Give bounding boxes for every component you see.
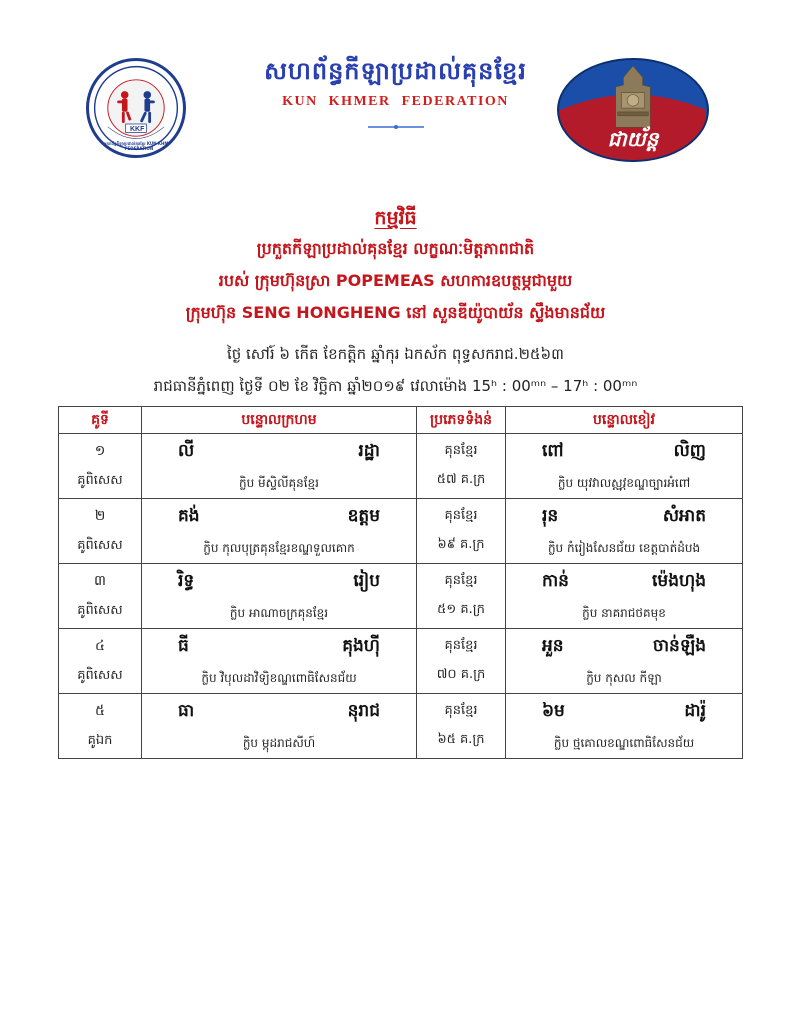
blue-fighter-first-name: កាន់ xyxy=(542,570,569,591)
pair-number: ១ xyxy=(94,443,106,459)
red-fighter-club: ក្លិប ម្កុដរាជសីហ៍ xyxy=(242,735,316,750)
subtitle-line-3: ក្រុមហ៊ុន SENG HONGHENG នៅ សួនឌីយ៉ូបាយ័ន ស្ទឹងមានជ័យ xyxy=(185,303,606,322)
red-fighter-first-name: ធី xyxy=(178,635,189,656)
weight-style: គុនខ្មែរ xyxy=(444,508,478,523)
blue-fighter-club: ក្លិប កំរៀងសែនជ័យ ខេត្តបាត់ដំបង xyxy=(547,540,701,555)
blue-fighter-last-name: សំអាត xyxy=(662,505,706,526)
red-fighter-last-name: រដ្ឋា xyxy=(358,440,380,461)
blue-corner-cell xyxy=(506,629,743,694)
pair-type: គូពិសេស xyxy=(77,603,123,618)
org-name-english: KUN KHMER FEDERATION xyxy=(282,94,509,109)
subtitle-line-1: ប្រកួតកីឡាប្រដាល់គុនខ្មែរ លក្ខណៈមិត្តភាពជាតិ xyxy=(256,239,535,258)
blue-fighter-last-name: ដារ៉ូ xyxy=(684,700,706,721)
blue-fighter-club: ក្លិប កុសល កីឡា xyxy=(586,670,662,685)
pair-number: ២ xyxy=(94,508,106,524)
table-row xyxy=(59,564,743,629)
table-row xyxy=(59,694,743,759)
pair-type: គូពិសេស xyxy=(77,668,123,683)
blue-fighter-last-name: ចាន់ឡឺង xyxy=(652,635,706,656)
blue-corner-cell xyxy=(506,499,743,564)
weight-cell xyxy=(417,499,506,564)
program-title: កម្មវិធី xyxy=(374,207,417,229)
blue-fighter-club: ក្លិប នាគរាជថគមុខ xyxy=(582,605,666,620)
table-row xyxy=(59,499,743,564)
blue-corner-cell xyxy=(506,434,743,499)
pair-number: ៥ xyxy=(95,703,105,719)
weight-value: ៥៧ គ.ក្រ xyxy=(436,472,486,487)
red-corner-cell xyxy=(142,564,417,629)
red-fighter-last-name: គុងហ៊ី xyxy=(342,635,380,656)
weight-cell xyxy=(417,564,506,629)
header-blue-corner: បន្ទោលខៀវ xyxy=(506,407,743,434)
pair-cell xyxy=(59,499,142,564)
weight-value: ៦៩ គ.ក្រ xyxy=(437,537,485,552)
logo-right-text: ជាយ័ន្ត xyxy=(607,127,659,151)
fight-card-table xyxy=(58,406,743,759)
blue-fighter-club: ក្លិប យុវវាលសុវ្ណខណ្ឌច្បារអំពៅ xyxy=(557,475,691,490)
pair-type: គូពិសេស xyxy=(77,473,123,488)
blue-fighter-first-name: អួន xyxy=(542,635,564,656)
subtitle-line-2: របស់ ក្រុមហ៊ុនស្រា POPEMEAS សហការឧបត្ថម្ភជាមួយ xyxy=(218,271,573,290)
pair-type: គូឯក xyxy=(87,733,113,748)
red-fighter-club: ក្លិប មីស្ទិលីគុនខ្មែរ xyxy=(239,475,319,490)
pair-type: គូពិសេស xyxy=(77,538,123,553)
weight-style: គុនខ្មែរ xyxy=(444,703,478,718)
table-header-row xyxy=(59,407,743,434)
org-name-khmer: សហព័ន្ធកីឡាប្រដាល់គុនខ្មែរ xyxy=(264,57,527,85)
red-corner-cell xyxy=(142,499,417,564)
weight-style: គុនខ្មែរ xyxy=(444,638,478,653)
weight-cell xyxy=(417,629,506,694)
pair-number: ៤ xyxy=(95,638,105,654)
pair-cell xyxy=(59,694,142,759)
red-fighter-club: ក្លិប អាណាចក្រគុនខ្មែរ xyxy=(229,605,329,620)
red-corner-cell xyxy=(142,629,417,694)
pair-number: ៣ xyxy=(94,573,106,589)
blue-fighter-first-name: ៦ម xyxy=(542,700,565,721)
pair-cell xyxy=(59,564,142,629)
red-fighter-last-name: រៀប xyxy=(353,570,380,591)
weight-style: គុនខ្មែរ xyxy=(444,443,478,458)
red-fighter-last-name: នុរាជ xyxy=(347,700,380,721)
blue-fighter-last-name: ម៉េងហុង xyxy=(652,570,706,591)
pair-cell xyxy=(59,629,142,694)
weight-value: ៦៥ គ.ក្រ xyxy=(437,732,485,747)
venue-date-time-line: រាជធានីភ្នំពេញ ថ្ងៃទី ០២ ខែ វិច្ឆិកា ឆ្នាំ២០១៩ វេលាម៉ោង 15ʰ : 00ᵐⁿ – 17ʰ : 00ᵐⁿ xyxy=(153,377,638,395)
red-fighter-first-name: ធា xyxy=(178,700,195,721)
weight-value: ៧០ គ.ក្រ xyxy=(436,667,486,682)
ornament-divider-icon xyxy=(366,124,426,130)
blue-fighter-first-name: រុន xyxy=(542,505,559,526)
lunar-date-line: ថ្ងៃ សៅរ៍ ៦ កើត ខែកត្តិក ឆ្នាំកុរ ឯកស័ក ពុទ្ធសករាជ.២៥៦៣ xyxy=(227,345,564,363)
table-row xyxy=(59,629,743,694)
red-fighter-first-name: រិទ្ធ xyxy=(178,570,195,591)
header-pair: គូទី xyxy=(59,407,142,434)
logo-left-badge: KKF xyxy=(130,126,145,133)
weight-value: ៥១ គ.ក្រ xyxy=(437,602,485,617)
blue-corner-cell xyxy=(506,564,743,629)
weight-cell xyxy=(417,694,506,759)
header-red-corner: បន្ទោលក្រហម xyxy=(142,407,417,434)
red-corner-cell xyxy=(142,694,417,759)
red-fighter-first-name: គង់ xyxy=(178,505,200,526)
blue-fighter-last-name: លិញ xyxy=(673,440,706,461)
header-weight-class: ប្រភេទទំងន់ xyxy=(417,407,506,434)
pair-cell xyxy=(59,434,142,499)
red-corner-cell xyxy=(142,434,417,499)
red-fighter-first-name: លី xyxy=(178,440,195,461)
blue-corner-cell xyxy=(506,694,743,759)
red-fighter-club: ក្លិប កុលបុត្រគុនខ្មែរខណ្ឌទួលគោក xyxy=(203,540,355,555)
weight-style: គុនខ្មែរ xyxy=(444,573,478,588)
table-row xyxy=(59,434,743,499)
blue-fighter-first-name: ពៅ xyxy=(542,440,564,461)
logo-left-ring-text: សហព័ន្ធកីឡាប្រដាល់គុនខ្មែរ KUN KHMER FEDERATION xyxy=(103,141,175,151)
blue-fighter-club: ក្លិប ថ្មគោលខណ្ឌពោធិសែនជ័យ xyxy=(553,735,695,750)
red-fighter-last-name: ឧត្តម xyxy=(347,505,380,526)
weight-cell xyxy=(417,434,506,499)
red-fighter-club: ក្លិប វិបុលដាវិទ្យិខណ្ឌពោធិសែនជ័យ xyxy=(201,670,357,685)
